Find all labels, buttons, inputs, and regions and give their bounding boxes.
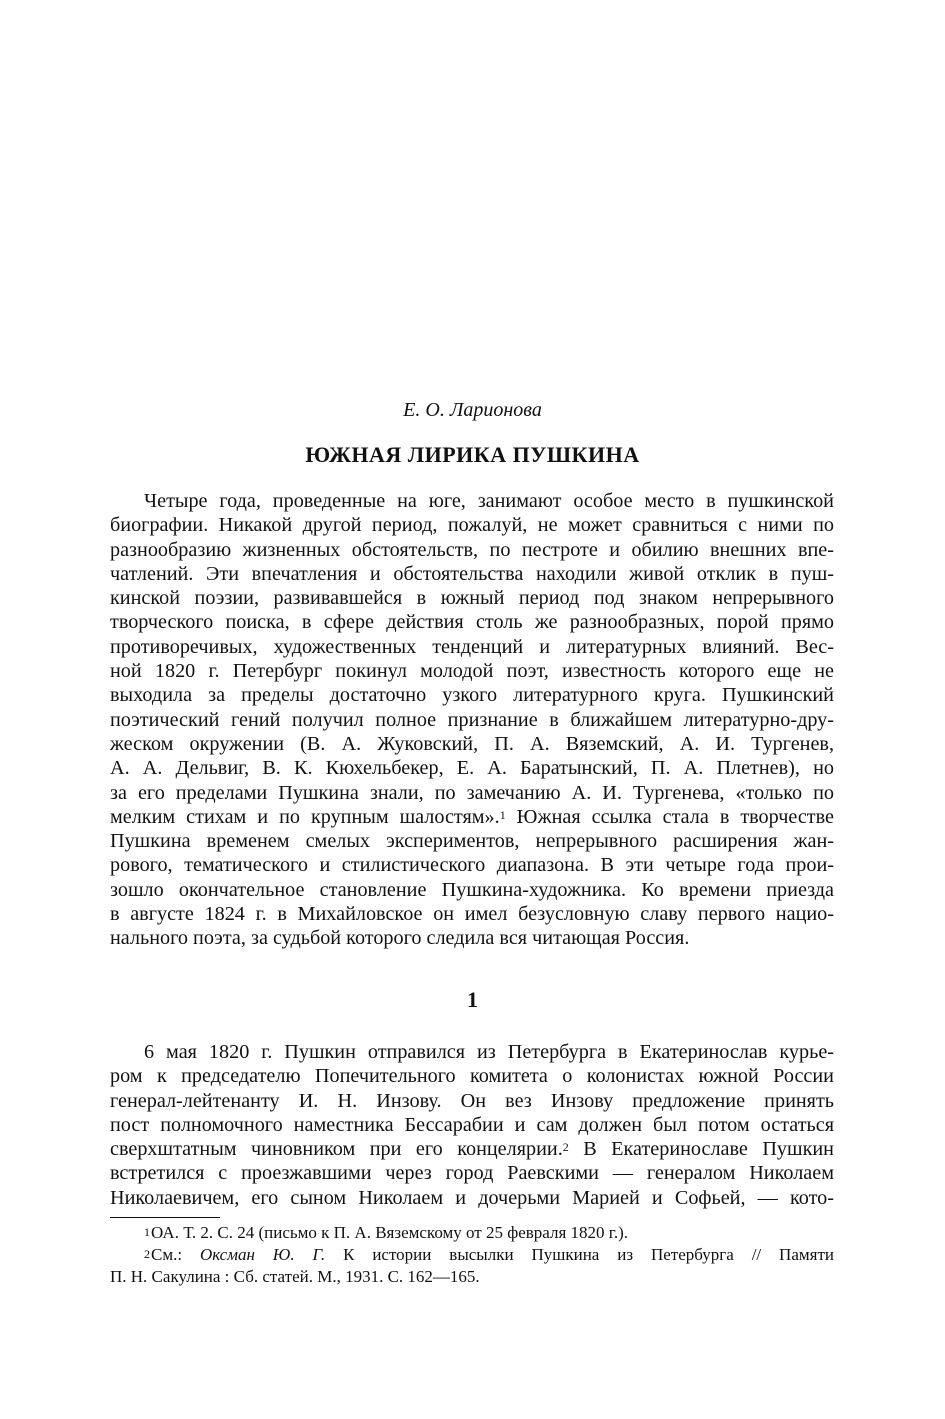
paragraph-line: поэтический гений получил полное признание в ближайшем литературно-дру- bbox=[110, 708, 834, 731]
paragraph-line: генерал-лейтенанту И. Н. Инзову. Он вез Инзову предложение принять bbox=[110, 1089, 834, 1112]
article-author: Е. О. Ларионова bbox=[403, 399, 542, 421]
paragraph-line: ной 1820 г. Петербург покинул молодой поэт, известность которого еще не bbox=[110, 660, 834, 683]
footnote-text: См.: bbox=[151, 1245, 200, 1264]
paragraph-line: кинской поэзии, развивавшейся в южный период под знаком непрерывного bbox=[110, 587, 834, 610]
footnote-separator bbox=[110, 1217, 220, 1218]
footnote-mark: 2 bbox=[144, 1247, 150, 1261]
paragraph-line: пост полномочного наместника Бессарабии и сам должен был потом остаться bbox=[110, 1113, 834, 1136]
paragraph-line: жеском окружении (В. А. Жуковский, П. А. Вяземский, А. И. Тургенев, bbox=[110, 732, 834, 755]
line-segment: сверхштатным чиновником при его концелярии. bbox=[110, 1138, 563, 1161]
paragraph-line: Четыре года, проведенные на юге, занимают особое место в пушкинской bbox=[144, 490, 834, 512]
line-segment: В Екатеринославе Пушкин bbox=[568, 1138, 834, 1161]
footnote-2-cont: П. Н. Сакулина : Сб. статей. М., 1931. С. 162—165. bbox=[110, 1267, 480, 1286]
section-1-paragraph bbox=[110, 1040, 834, 1210]
footnotes bbox=[110, 1222, 834, 1288]
paragraph-line: творческого поиска, в сфере действия столь же разнообразных, порой прямо bbox=[110, 611, 834, 634]
paragraph-line: Пушкина временем смелых экспериментов, непрерывного расширения жан- bbox=[110, 830, 834, 853]
paragraph-line bbox=[110, 805, 834, 829]
paragraph-line: биографии. Никакой другой период, пожалуй, не может сравниться с ними по bbox=[110, 514, 834, 537]
paragraph-line: противоречивых, художественных тенденций и литературных влияний. Вес- bbox=[110, 635, 834, 658]
paragraph-line: рового, тематического и стилистического диапазона. В эти четыре года прои- bbox=[110, 854, 834, 877]
article-title: ЮЖНАЯ ЛИРИКА ПУШКИНА bbox=[305, 442, 640, 467]
paragraph-line: разнообразию жизненных обстоятельств, по пестроте и обилию внешних впе- bbox=[110, 538, 834, 561]
paragraph-line: выходила за пределы достаточно узкого литературного круга. Пушкинский bbox=[110, 684, 834, 707]
intro-paragraph bbox=[110, 489, 834, 951]
footnote-text: ОА. Т. 2. С. 24 (письмо к П. А. Вяземскому от 25 февраля 1820 г.). bbox=[151, 1223, 629, 1242]
paragraph-line: ром к председателю Попечительного комитета о колонистах южной России bbox=[110, 1065, 834, 1088]
section-number: 1 bbox=[467, 987, 478, 1012]
paragraph-line: Николаевичем, его сыном Николаем и дочерьми Марией и Софьей, — кото- bbox=[110, 1186, 834, 1209]
paragraph-line: встретился с проезжавшими через город Раевскими — генералом Николаем bbox=[110, 1162, 834, 1185]
footnote-2 bbox=[110, 1244, 834, 1266]
footnote-ref-1[interactable]: 1 bbox=[499, 807, 506, 822]
footnote-1 bbox=[110, 1222, 834, 1244]
footnote-text: К истории высылки Пушкина из Петербурга // Памяти bbox=[325, 1245, 834, 1264]
footnote-mark: 1 bbox=[144, 1225, 150, 1239]
paragraph-line: нального поэта, за судьбой которого следила вся читающая Россия. bbox=[110, 927, 690, 950]
paragraph-line bbox=[110, 1137, 834, 1161]
footnote-author: Оксман Ю. Г. bbox=[199, 1245, 326, 1264]
paragraph-line: А. А. Дельвиг, В. К. Кюхельбекер, Е. А. Баратынский, П. А. Плетнев), но bbox=[110, 757, 834, 780]
line-segment: Южная ссылка стала в творчестве bbox=[505, 805, 834, 828]
line-segment: мелким стихам и по крупным шалостям». bbox=[110, 805, 500, 828]
paragraph-line: чатлений. Эти впечатления и обстоятельства находили живой отклик в пуш- bbox=[110, 562, 834, 585]
paragraph-line: в августе 1824 г. в Михайловское он имел безусловную славу первого нацио- bbox=[110, 903, 834, 926]
paragraph-line: зошло окончательное становление Пушкина-художника. Ко времени приезда bbox=[110, 878, 834, 901]
footnote-ref-2[interactable]: 2 bbox=[562, 1140, 569, 1155]
paragraph-line: 6 мая 1820 г. Пушкин отправился из Петербурга в Екатеринослав курье- bbox=[144, 1041, 834, 1063]
paragraph-line: за его пределами Пушкина знали, по замечанию А. И. Тургенева, «только по bbox=[110, 781, 834, 804]
